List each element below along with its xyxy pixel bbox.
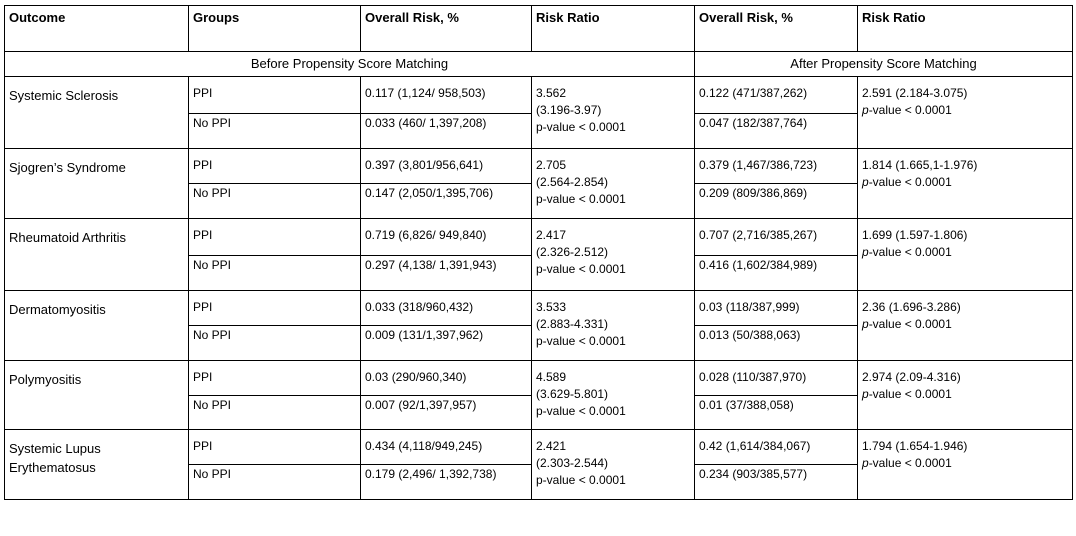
results-table [4,5,1073,500]
risk-ratio-before-line: (3.629-5.801) [536,387,609,401]
risk-ratio-after-line: 1.814 (1.665,1-1.976) [862,158,978,172]
risk-ratio-before-cell [532,77,695,149]
risk-ratio-before-cell [532,430,695,500]
risk-ratio-before-line: p-value < 0.0001 [536,473,626,487]
table-row [5,77,1073,114]
overall-risk-before-cell: 0.007 (92/1,397,957) [361,396,532,430]
overall-risk-after-cell: 0.42 (1,614/384,067) [695,430,858,465]
risk-ratio-after-line: 2.36 (1.696-3.286) [862,300,961,314]
overall-risk-after-cell: 0.209 (809/386,869) [695,184,858,219]
risk-ratio-before-line: (2.564-2.854) [536,175,609,189]
overall-risk-before-cell: 0.147 (2,050/1,395,706) [361,184,532,219]
risk-ratio-after-line: 1.699 (1.597-1.806) [862,228,968,242]
p-value-after-line: p-value < 0.0001 [862,103,952,117]
risk-ratio-after-cell [858,430,1073,500]
risk-ratio-after-line: 2.974 (2.09-4.316) [862,370,961,384]
overall-risk-before-cell: 0.297 (4,138/ 1,391,943) [361,256,532,291]
risk-ratio-before-line: p-value < 0.0001 [536,404,626,418]
p-letter: p [862,317,869,331]
risk-ratio-after-line: 2.591 (2.184-3.075) [862,86,968,100]
risk-ratio-before-line: (3.196-3.97) [536,103,602,117]
table-row [5,291,1073,326]
group-cell: No PPI [189,114,361,149]
risk-ratio-before-line: p-value < 0.0001 [536,120,626,134]
p-value-after-line: p-value < 0.0001 [862,456,952,470]
risk-ratio-before-line: 4.589 [536,370,567,384]
risk-ratio-before-line: (2.303-2.544) [536,456,609,470]
risk-ratio-before-line: 2.705 [536,158,567,172]
group-cell: PPI [189,291,361,326]
risk-ratio-after-cell [858,149,1073,219]
header-row [5,6,1073,52]
table-row [5,361,1073,396]
col-header-overall-risk-before: Overall Risk, % [361,6,532,52]
p-value-after-line: p-value < 0.0001 [862,175,952,189]
col-header-outcome: Outcome [5,6,189,52]
risk-ratio-before-line: 2.417 [536,228,567,242]
risk-ratio-after-cell [858,291,1073,361]
section-row [5,52,1073,77]
table-row [5,430,1073,465]
outcome-cell: Dermatomyositis [5,291,189,361]
overall-risk-before-cell: 0.009 (131/1,397,962) [361,326,532,361]
col-header-groups: Groups [189,6,361,52]
section-before-label: Before Propensity Score Matching [5,52,695,77]
overall-risk-before-cell: 0.434 (4,118/949,245) [361,430,532,465]
risk-ratio-after-cell [858,77,1073,149]
overall-risk-after-cell: 0.707 (2,716/385,267) [695,219,858,256]
group-cell: PPI [189,361,361,396]
col-header-risk-ratio-after: Risk Ratio [858,6,1073,52]
risk-ratio-before-line: p-value < 0.0001 [536,262,626,276]
risk-ratio-before-cell [532,291,695,361]
outcome-cell: Polymyositis [5,361,189,430]
overall-risk-after-cell: 0.047 (182/387,764) [695,114,858,149]
p-letter: p [862,175,869,189]
outcome-cell: Rheumatoid Arthritis [5,219,189,291]
section-after-label: After Propensity Score Matching [695,52,1073,77]
outcome-cell: Systemic Sclerosis [5,77,189,149]
risk-ratio-before-line: p-value < 0.0001 [536,192,626,206]
p-letter: p [862,387,869,401]
overall-risk-before-cell: 0.179 (2,496/ 1,392,738) [361,465,532,500]
risk-ratio-before-line: 2.421 [536,439,567,453]
group-cell: No PPI [189,184,361,219]
p-value-after-line: p-value < 0.0001 [862,245,952,259]
col-header-overall-risk-after: Overall Risk, % [695,6,858,52]
overall-risk-before-cell: 0.033 (318/960,432) [361,291,532,326]
risk-ratio-before-cell [532,219,695,291]
group-cell: PPI [189,219,361,256]
group-cell: PPI [189,430,361,465]
risk-ratio-before-line: (2.326-2.512) [536,245,609,259]
group-cell: PPI [189,149,361,184]
outcome-cell: Sjogren’s Syndrome [5,149,189,219]
risk-ratio-before-cell [532,149,695,219]
overall-risk-before-cell: 0.03 (290/960,340) [361,361,532,396]
overall-risk-after-cell: 0.416 (1,602/384,989) [695,256,858,291]
overall-risk-after-cell: 0.379 (1,467/386,723) [695,149,858,184]
p-value-after-line: p-value < 0.0001 [862,387,952,401]
risk-ratio-before-line: 3.562 [536,86,567,100]
group-cell: No PPI [189,326,361,361]
p-letter: p [862,456,869,470]
table-row [5,219,1073,256]
group-cell: No PPI [189,256,361,291]
overall-risk-before-cell: 0.397 (3,801/956,641) [361,149,532,184]
risk-ratio-after-line: 1.794 (1.654-1.946) [862,439,968,453]
overall-risk-after-cell: 0.028 (110/387,970) [695,361,858,396]
risk-ratio-before-line: 3.533 [536,300,567,314]
overall-risk-after-cell: 0.122 (471/387,262) [695,77,858,114]
overall-risk-after-cell: 0.013 (50/388,063) [695,326,858,361]
group-cell: PPI [189,77,361,114]
group-cell: No PPI [189,465,361,500]
overall-risk-before-cell: 0.117 (1,124/ 958,503) [361,77,532,114]
p-letter: p [862,103,869,117]
overall-risk-before-cell: 0.033 (460/ 1,397,208) [361,114,532,149]
overall-risk-before-cell: 0.719 (6,826/ 949,840) [361,219,532,256]
p-value-after-line: p-value < 0.0001 [862,317,952,331]
outcome-cell: Systemic Lupus Erythematosus [5,430,189,500]
overall-risk-after-cell: 0.03 (118/387,999) [695,291,858,326]
risk-ratio-before-line: p-value < 0.0001 [536,334,626,348]
overall-risk-after-cell: 0.234 (903/385,577) [695,465,858,500]
table-row [5,149,1073,184]
risk-ratio-before-cell [532,361,695,430]
risk-ratio-after-cell [858,361,1073,430]
overall-risk-after-cell: 0.01 (37/388,058) [695,396,858,430]
group-cell: No PPI [189,396,361,430]
col-header-risk-ratio-before: Risk Ratio [532,6,695,52]
p-letter: p [862,245,869,259]
risk-ratio-after-cell [858,219,1073,291]
risk-ratio-before-line: (2.883-4.331) [536,317,609,331]
